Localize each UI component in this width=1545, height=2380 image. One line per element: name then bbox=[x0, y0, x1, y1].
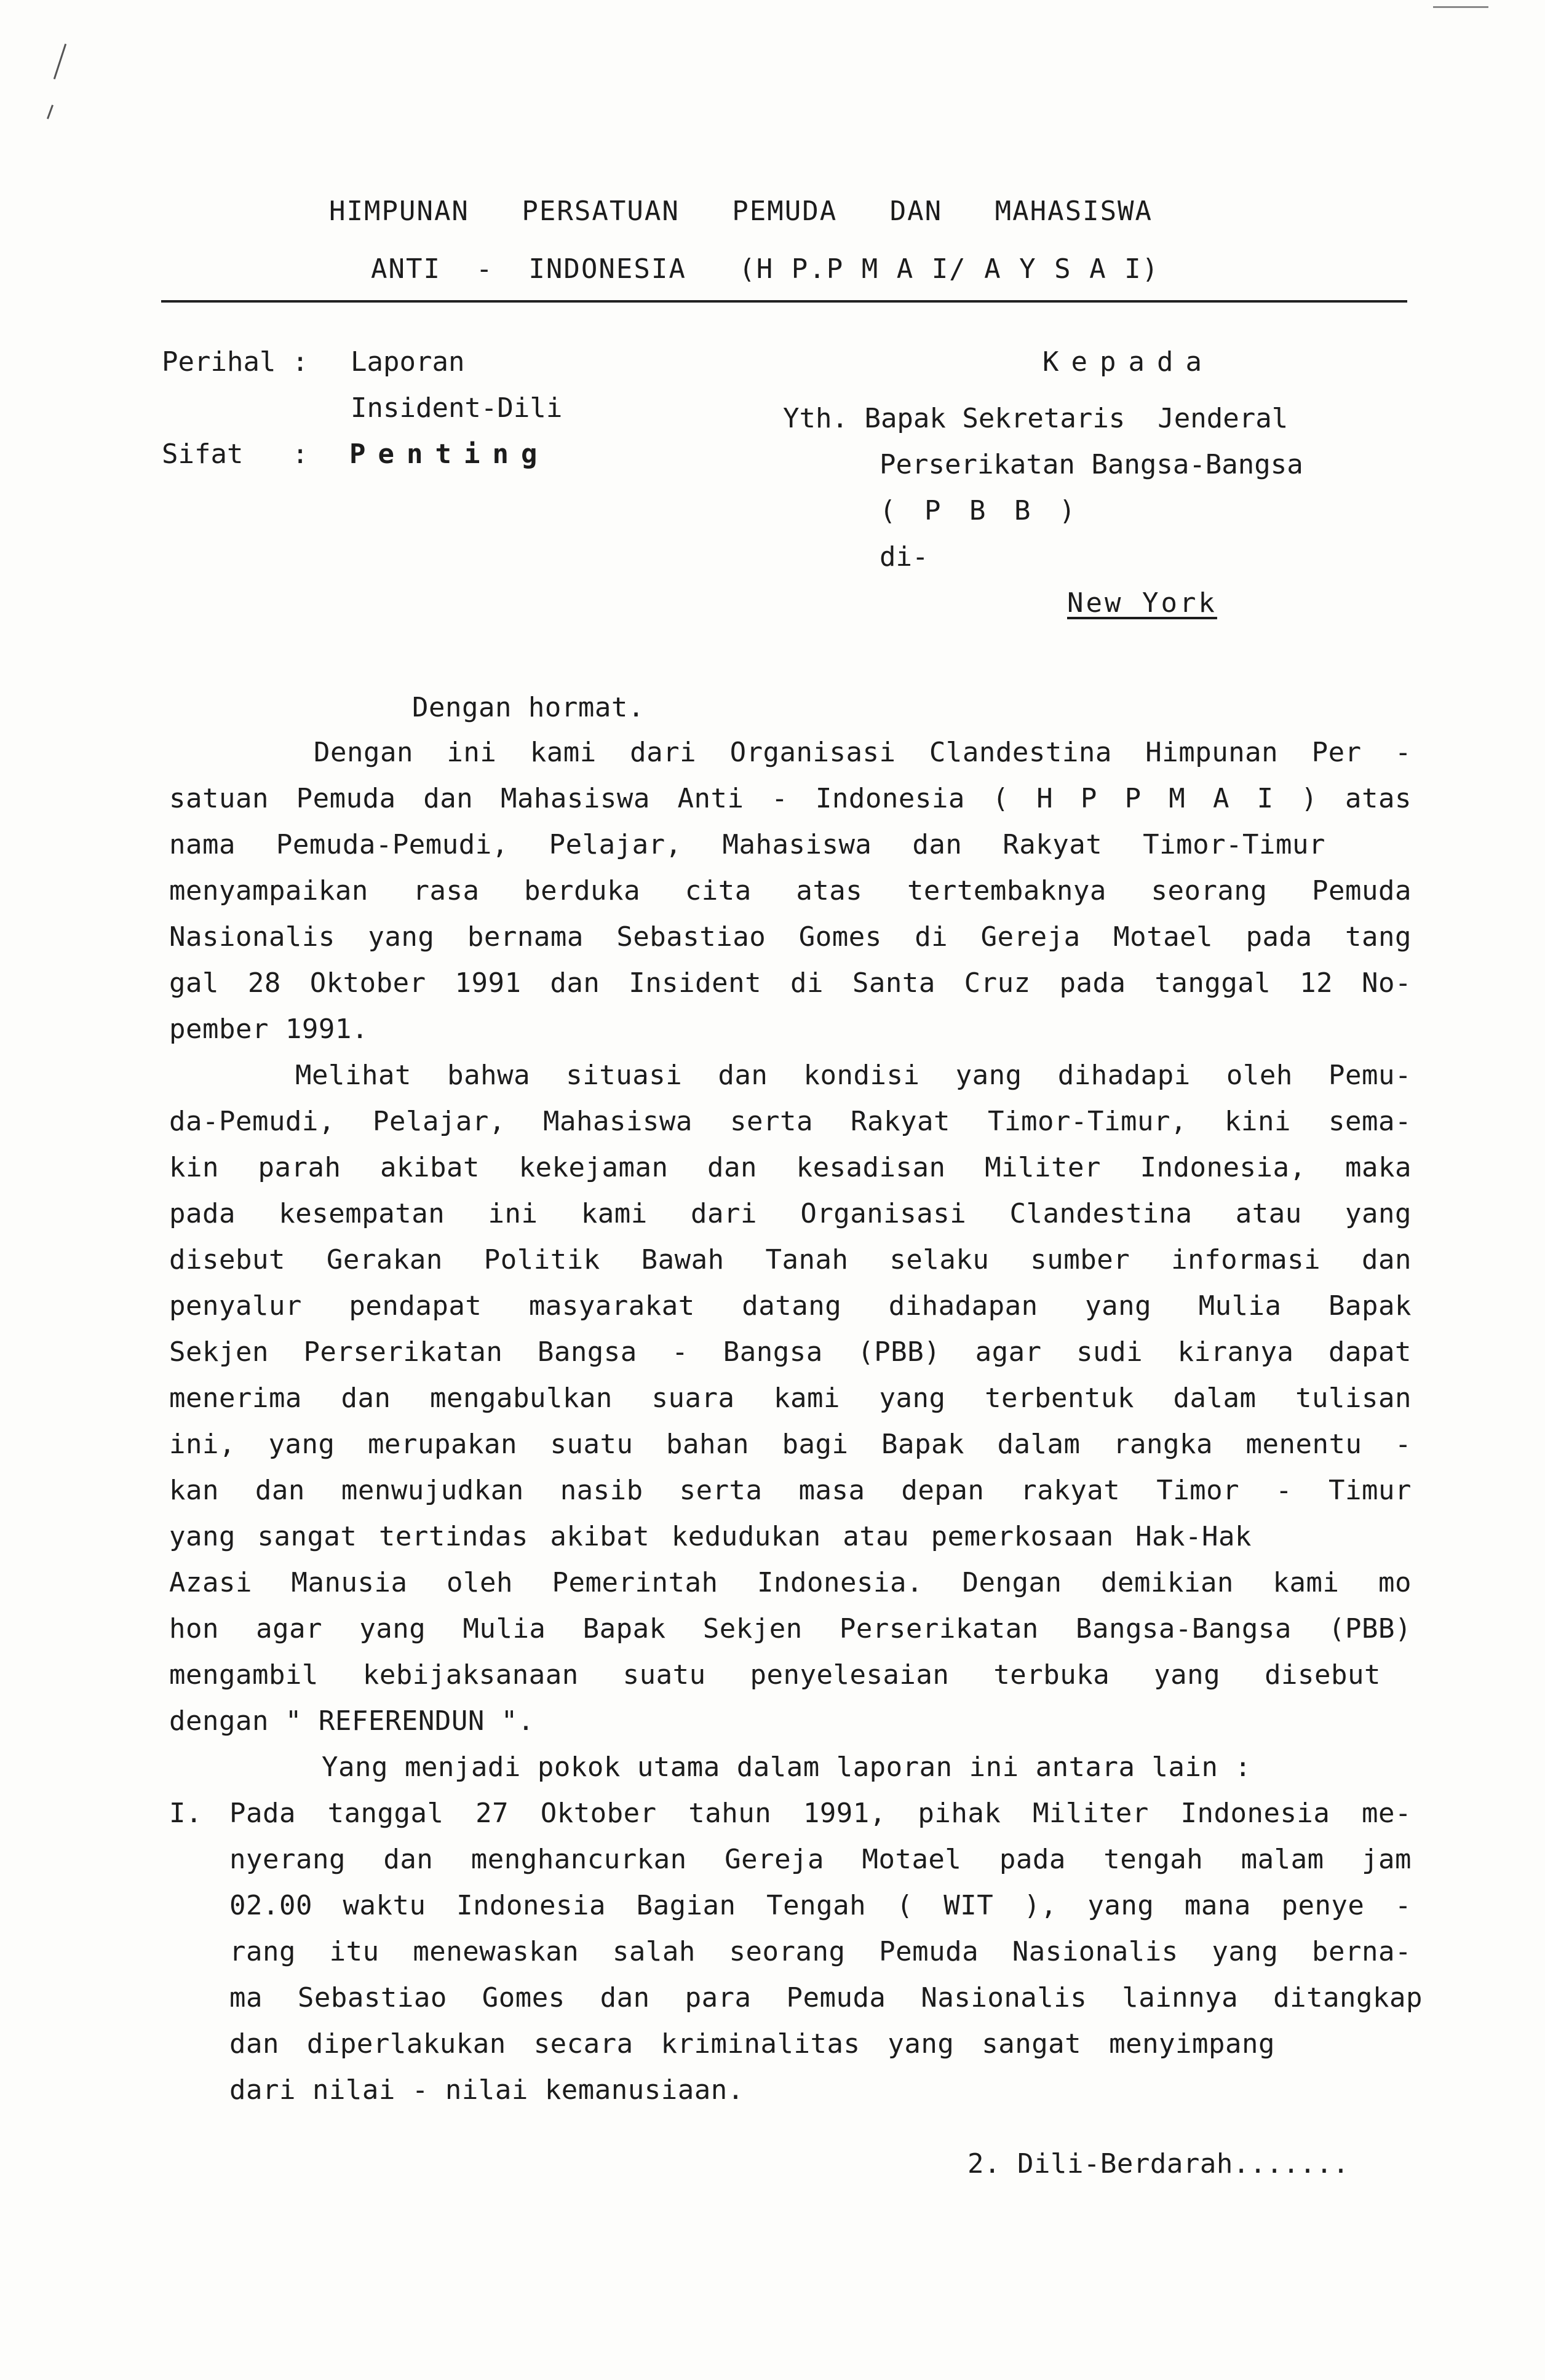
sifat-label: Sifat : bbox=[162, 438, 309, 470]
item1-line: rang itu menewaskan salah seorang Pemuda Nasionalis yang berna- bbox=[229, 1936, 1412, 1967]
p1-line: nama Pemuda-Pemudi, Pelajar, Mahasiswa dan Rakyat Timor-Timur bbox=[169, 829, 1325, 860]
p2-line: da-Pemudi, Pelajar, Mahasiswa serta Rakyat Timor-Timur, kini sema- bbox=[169, 1106, 1412, 1137]
addressee-line-1: Yth. Bapak Sekretaris Jenderal bbox=[783, 403, 1289, 434]
p2-line: penyalur pendapat masyarakat datang dihadapan yang Mulia Bapak bbox=[169, 1290, 1412, 1322]
p2-line: yang sangat tertindas akibat kedudukan atau pemerkosaan Hak-Hak bbox=[169, 1521, 1252, 1552]
perihal-value-2: Insident-Dili bbox=[351, 392, 563, 424]
p2-line: pada kesempatan ini kami dari Organisasi Clandestina atau yang bbox=[169, 1198, 1412, 1229]
addressee-line-2: Perserikatan Bangsa-Bangsa bbox=[880, 449, 1303, 480]
kepada-heading: Kepada bbox=[1043, 346, 1214, 378]
scan-mark bbox=[54, 44, 66, 79]
item1-line: dan diperlakukan secara kriminalitas yang sangat menyimpang bbox=[229, 2028, 1275, 2060]
addressee-city: New York bbox=[1067, 587, 1217, 619]
p1-line: satuan Pemuda dan Mahasiswa Anti - Indonesia ( H P P M A I ) atas bbox=[169, 783, 1412, 814]
item1-line: ma Sebastiao Gomes dan para Pemuda Nasionalis lainnya ditangkap bbox=[229, 1982, 1423, 2013]
scan-mark bbox=[47, 105, 54, 119]
p1-line: Nasionalis yang bernama Sebastiao Gomes di Gereja Motael pada tang bbox=[169, 921, 1412, 953]
salutation: Dengan hormat. bbox=[412, 692, 645, 723]
item1-line: dari nilai - nilai kemanusiaan. bbox=[229, 2074, 744, 2106]
p1-line: Dengan ini kami dari Organisasi Clandestina Himpunan Per - bbox=[314, 737, 1412, 768]
addressee-line-3: ( P B B ) bbox=[880, 495, 1082, 526]
p2-line: dengan " REFERENDUN ". bbox=[169, 1705, 534, 1737]
p1-line: pember 1991. bbox=[169, 1013, 368, 1045]
item1-line: Pada tanggal 27 Oktober tahun 1991, pihak Militer Indonesia me- bbox=[229, 1798, 1412, 1829]
scan-mark bbox=[1433, 6, 1488, 8]
p2-line: Melihat bahwa situasi dan kondisi yang dihadapi oleh Pemu- bbox=[295, 1060, 1412, 1091]
p2-line: Azasi Manusia oleh Pemerintah Indonesia. Dengan demikian kami mo bbox=[169, 1567, 1412, 1598]
p1-line: menyampaikan rasa berduka cita atas tertembaknya seorang Pemuda bbox=[169, 875, 1412, 906]
item1-line: 02.00 waktu Indonesia Bagian Tengah ( WIT ), yang mana penye - bbox=[229, 1890, 1412, 1921]
org-title-line-1: HIMPUNAN PERSATUAN PEMUDA DAN MAHASISWA bbox=[329, 196, 1153, 227]
perihal-value: Laporan bbox=[351, 346, 465, 378]
addressee-line-4: di- bbox=[880, 541, 929, 573]
continuation-marker: 2. Dili-Berdarah....... bbox=[967, 2148, 1349, 2180]
item1-line: nyerang dan menghancurkan Gereja Motael pada tengah malam jam bbox=[229, 1844, 1412, 1875]
p3-intro: Yang menjadi pokok utama dalam laporan ini antara lain : bbox=[322, 1751, 1252, 1783]
p2-line: Sekjen Perserikatan Bangsa - Bangsa (PBB) agar sudi kiranya dapat bbox=[169, 1336, 1412, 1368]
p1-line: gal 28 Oktober 1991 dan Insident di Santa Cruz pada tanggal 12 No- bbox=[169, 967, 1412, 999]
p2-line: kan dan menwujudkan nasib serta masa depan rakyat Timor - Timur bbox=[169, 1475, 1412, 1506]
p2-line: disebut Gerakan Politik Bawah Tanah selaku sumber informasi dan bbox=[169, 1244, 1412, 1275]
p2-line: ini, yang merupakan suatu bahan bagi Bapak dalam rangka menentu - bbox=[169, 1429, 1412, 1460]
perihal-label: Perihal : bbox=[162, 346, 309, 378]
sifat-value: Penting bbox=[349, 438, 550, 470]
header-divider bbox=[161, 300, 1407, 303]
p2-line: hon agar yang Mulia Bapak Sekjen Perserikatan Bangsa-Bangsa (PBB) bbox=[169, 1613, 1412, 1644]
p2-line: mengambil kebijaksanaan suatu penyelesaian terbuka yang disebut bbox=[169, 1659, 1381, 1691]
item-number: I. bbox=[169, 1798, 202, 1829]
p2-line: menerima dan mengabulkan suara kami yang terbentuk dalam tulisan bbox=[169, 1382, 1412, 1414]
org-title-line-2: ANTI - INDONESIA (H P.P M A I/ A Y S A I) bbox=[371, 253, 1160, 285]
p2-line: kin parah akibat kekejaman dan kesadisan Militer Indonesia, maka bbox=[169, 1152, 1412, 1183]
